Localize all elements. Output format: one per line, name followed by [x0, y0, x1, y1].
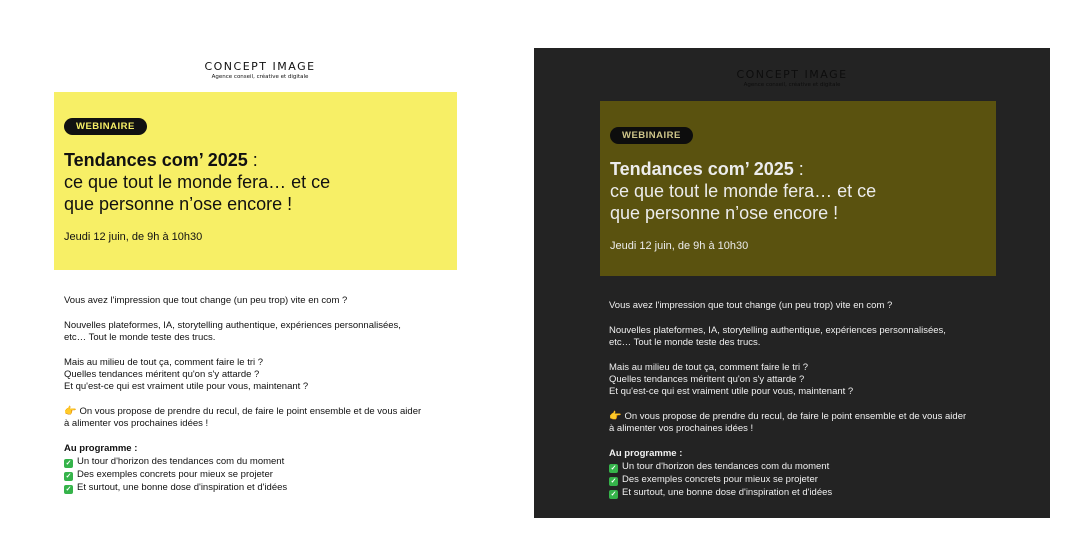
brand-logo: CONCEPT IMAGE [736, 68, 848, 81]
program-item-label: Un tour d'horizon des tendances com du moment [77, 456, 285, 467]
offer-line1: On vous propose de prendre du recul, de faire le point ensemble et de vous aider [79, 406, 422, 417]
program-item-label: Et surtout, une bonne dose d'inspiration et d'idées [622, 487, 833, 498]
hero-title [64, 149, 447, 215]
hero-banner [54, 92, 457, 270]
webinar-badge: WEBINAIRE [610, 127, 693, 144]
brand-tagline: Agence conseil, créative et digitale [211, 74, 309, 80]
trends-line2: etc… Tout le monde teste des trucs. [64, 332, 216, 343]
email-body [64, 295, 464, 494]
hero-title-colon: : [793, 159, 804, 179]
offer-line2: à alimenter vos prochaines idées ! [64, 418, 209, 429]
program-item-label: Et surtout, une bonne dose d'inspiration et d'idées [77, 482, 288, 493]
webinar-badge: WEBINAIRE [64, 118, 147, 135]
question-line3: Et qu'est-ce qui est vraiment utile pour vous, maintenant ? [64, 381, 309, 392]
brand-header [534, 68, 1050, 88]
offer-line1: On vous propose de prendre du recul, de faire le point ensemble et de vous aider [624, 411, 967, 422]
pointing-hand-icon: 👉 [64, 406, 77, 417]
event-date: Jeudi 12 juin, de 9h à 10h30 [610, 240, 749, 252]
trends-line1: Nouvelles plateformes, IA, storytelling authentique, expériences personnalisées, [609, 325, 946, 336]
offer-line2: à alimenter vos prochaines idées ! [609, 423, 754, 434]
brand-header [0, 60, 520, 80]
email-body [609, 300, 1009, 499]
brand-logo: CONCEPT IMAGE [204, 60, 316, 73]
program-item [609, 460, 1009, 473]
hero-title-line2: ce que tout le monde fera… et ce [64, 172, 331, 192]
intro-paragraph: Vous avez l'impression que tout change (un peu trop) vite en com ? [64, 295, 348, 306]
trends-paragraph [64, 320, 464, 344]
questions-paragraph [64, 357, 464, 393]
check-box-icon: ✓ [610, 491, 617, 498]
question-line1: Mais au milieu de tout ça, comment faire le tri ? [609, 362, 809, 373]
question-line2: Quelles tendances méritent qu'on s'y attarde ? [64, 369, 260, 380]
check-box-icon: ✓ [65, 486, 72, 493]
hero-title-bold: Tendances com’ 2025 [64, 150, 248, 170]
program-item [64, 468, 464, 481]
program-item [609, 473, 1009, 486]
program-item [609, 486, 1009, 499]
program-item [64, 481, 464, 494]
hero-title-colon: : [247, 150, 258, 170]
check-box-icon: ✓ [65, 460, 72, 467]
check-box-icon: ✓ [65, 473, 72, 480]
check-box-icon: ✓ [610, 478, 617, 485]
hero-title [610, 158, 986, 224]
hero-title-bold: Tendances com’ 2025 [610, 159, 794, 179]
program-item-label: Un tour d'horizon des tendances com du moment [622, 461, 830, 472]
trends-line1: Nouvelles plateformes, IA, storytelling authentique, expériences personnalisées, [64, 320, 401, 331]
hero-title-line3: que personne n’ose encore ! [64, 194, 293, 214]
program-item-label: Des exemples concrets pour mieux se projeter [77, 469, 273, 480]
hero-banner [600, 101, 996, 276]
hero-title-line2: ce que tout le monde fera… et ce [610, 181, 877, 201]
check-box-icon: ✓ [610, 465, 617, 472]
question-line2: Quelles tendances méritent qu'on s'y attarde ? [609, 374, 805, 385]
light-mode-email [0, 0, 534, 551]
dark-mode-email [534, 48, 1050, 518]
question-line1: Mais au milieu de tout ça, comment faire le tri ? [64, 357, 264, 368]
hero-title-line3: que personne n’ose encore ! [610, 203, 839, 223]
program-item [64, 455, 464, 468]
question-line3: Et qu'est-ce qui est vraiment utile pour vous, maintenant ? [609, 386, 854, 397]
pointing-hand-icon: 👉 [609, 411, 622, 422]
offer-paragraph [609, 411, 1009, 435]
offer-paragraph [64, 406, 464, 430]
intro-paragraph: Vous avez l'impression que tout change (un peu trop) vite en com ? [609, 300, 893, 311]
program-title: Au programme : [64, 443, 138, 454]
program-title: Au programme : [609, 448, 683, 459]
program-item-label: Des exemples concrets pour mieux se projeter [622, 474, 818, 485]
trends-paragraph [609, 325, 1009, 349]
event-date: Jeudi 12 juin, de 9h à 10h30 [64, 231, 203, 243]
questions-paragraph [609, 362, 1009, 398]
brand-tagline: Agence conseil, créative et digitale [743, 82, 841, 88]
trends-line2: etc… Tout le monde teste des trucs. [609, 337, 761, 348]
